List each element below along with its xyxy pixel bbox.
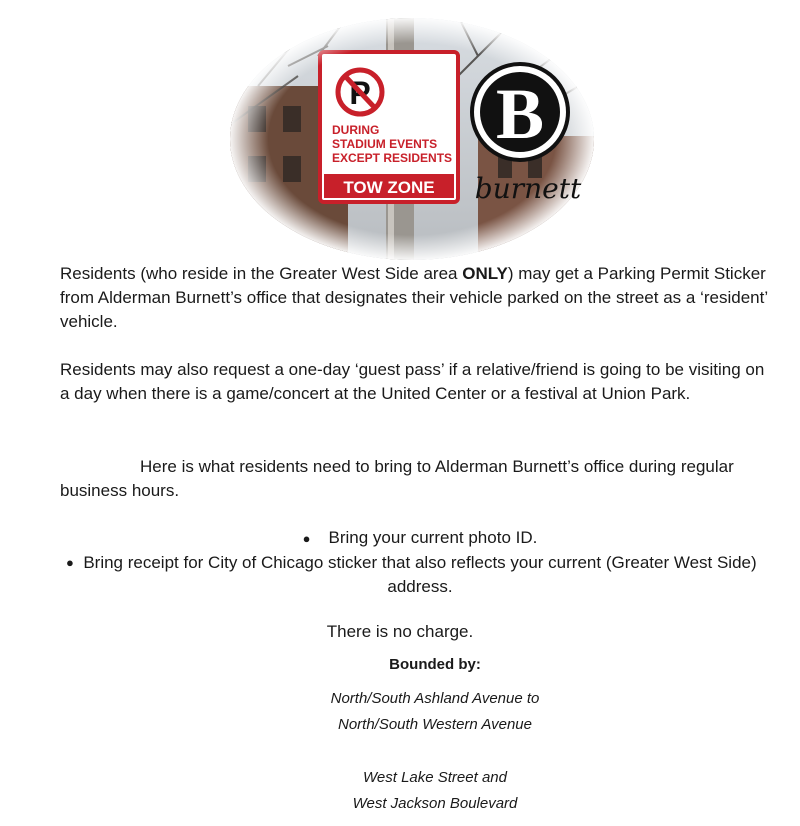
bring-text: Here is what residents need to bring to Alderman Burnett’s office during regular business hours.: [60, 457, 734, 500]
guest-pass-paragraph: Residents may also request a one-day ‘guest pass’ if a relative/friend is going to be visiting on a day when there is a game/concert at the United Center or a festival at Union Park.: [60, 360, 765, 403]
boundary-line: West Jackson Boulevard: [352, 795, 518, 812]
logo-letter: B: [495, 74, 545, 154]
boundary-line: West Lake Street and: [363, 769, 507, 786]
list-item-text: Bring receipt for City of Chicago sticker that also reflects your current (Greater West Side) address.: [83, 553, 757, 596]
header-photo: [228, 16, 596, 262]
permit-text-start: Residents (who reside in the Greater West Side area: [60, 264, 463, 283]
bring-paragraph: [60, 455, 770, 503]
logo-wordmark: burnett: [474, 172, 582, 205]
list-item: [0, 526, 800, 551]
list-item-text: Bring your current photo ID.: [328, 528, 538, 547]
boundary-line: North/South Ashland Avenue to: [330, 690, 540, 707]
emphasis-only: ONLY: [462, 264, 508, 283]
permit-text-end: ) may get a Parking Permit Sticker from Alderman Burnett’s office that designates their vehicle parked on the street as a ‘resident’ vehicle.: [60, 264, 768, 331]
bullet-icon: ●: [302, 531, 311, 546]
permit-paragraph: [60, 262, 770, 334]
list-item: [0, 551, 800, 599]
bounded-heading: Bounded by:: [389, 656, 481, 673]
boundary-line: North/South Western Avenue: [337, 716, 532, 733]
bullet-icon: ●: [66, 555, 74, 570]
no-charge-note: There is no charge.: [326, 622, 474, 641]
requirements-list: [0, 526, 800, 599]
